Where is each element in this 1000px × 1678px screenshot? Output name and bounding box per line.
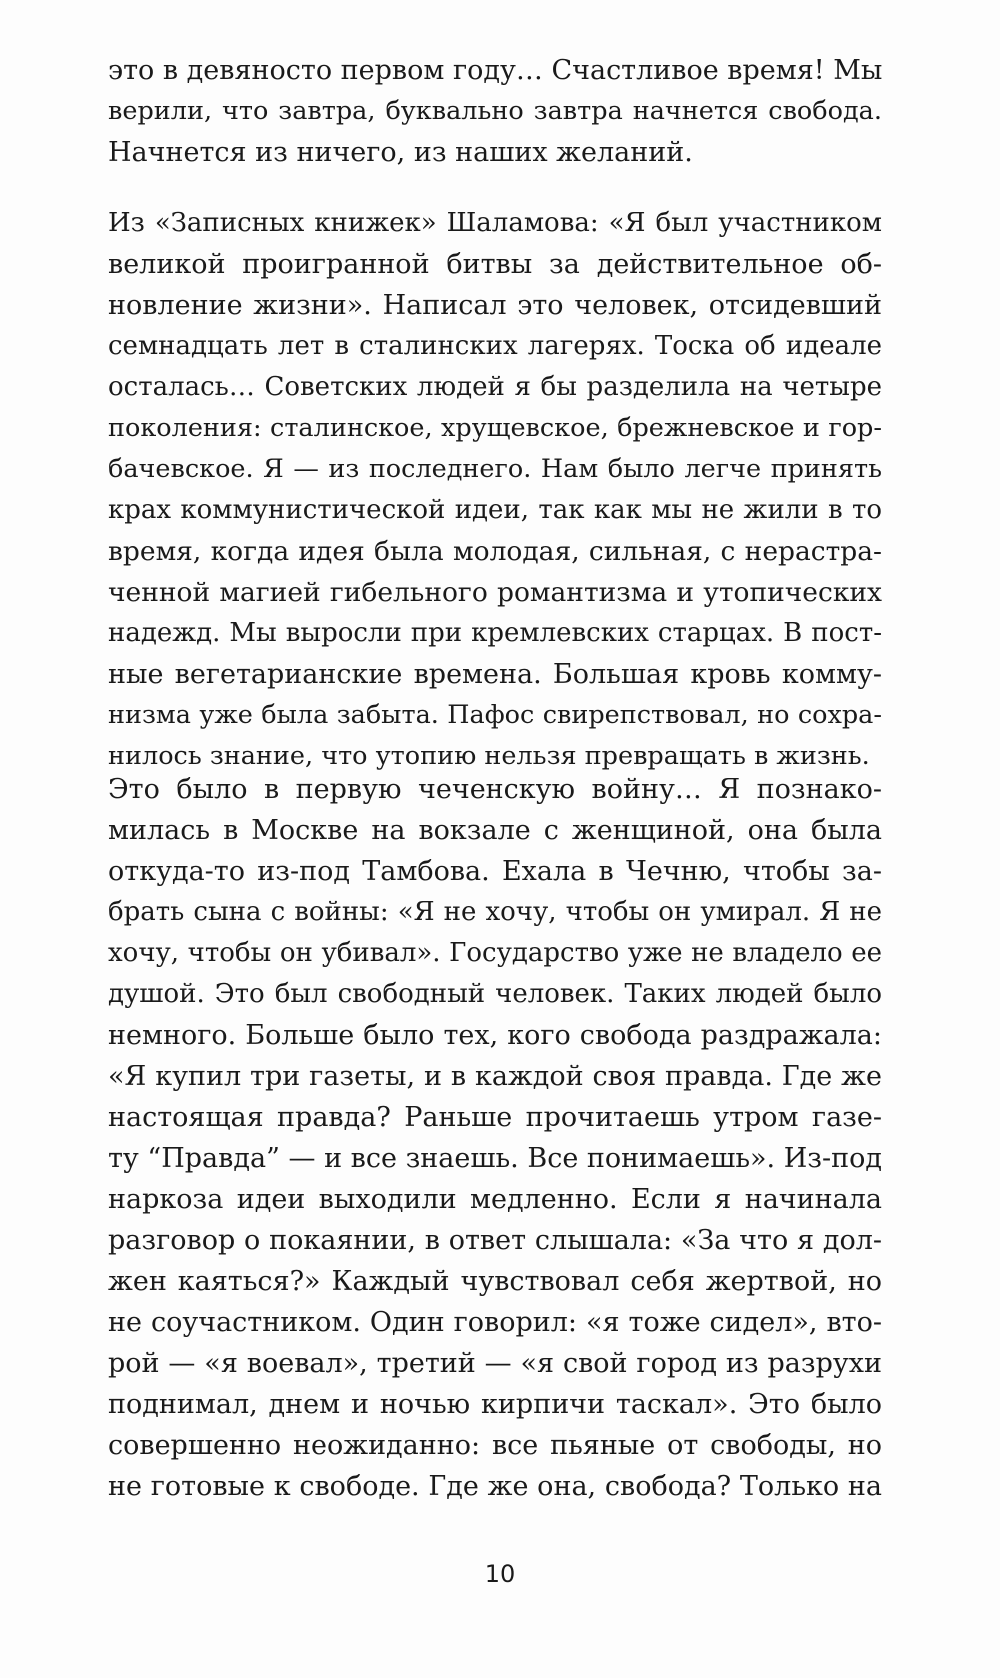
text-line: верили, что завтра, буквально завтра начнется свобода. (108, 96, 882, 126)
text-line: ные вегетарианские времена. Большая кровь комму- (108, 659, 882, 690)
text-line: новление жизни». Написал это человек, отсидевший (108, 290, 882, 321)
text-line: не соучастником. Один говорил: «я тоже сидел», вто- (108, 1307, 882, 1338)
text-line: разговор о покаянии, в ответ слышала: «За что я дол- (108, 1225, 882, 1256)
text-line: Начнется из ничего, из наших желаний. (108, 137, 693, 168)
text-line: наркоза идеи выходили медленно. Если я начинала (108, 1184, 882, 1215)
text-line: рой — «я воевал», третий — «я свой город из разрухи (108, 1348, 882, 1379)
text-line: время, когда идея была молодая, сильная, с нерастра- (108, 536, 882, 567)
text-line: Это было в первую чеченскую войну… Я познако- (108, 774, 882, 805)
text-line: ту “Правда” — и все знаешь. Все понимаешь». Из-под (108, 1143, 882, 1174)
text-line: надежд. Мы выросли при кремлевских старцах. В пост- (108, 618, 882, 648)
text-line: поколения: сталинское, хрущевское, брежневское и гор- (108, 413, 882, 443)
text-line: откуда-то из-под Тамбова. Ехала в Чечню, чтобы за- (108, 856, 882, 887)
text-line: это в девяносто первом году… Счастливое время! Мы (108, 55, 883, 86)
paragraph-2 (108, 203, 882, 777)
text-line: осталась… Советских людей я бы разделила на четыре (108, 372, 882, 402)
text-line: низма уже была забыта. Пафос свирепствовал, но сохра- (108, 700, 882, 730)
text-line: ченной магией гибельного романтизма и утопических (108, 577, 882, 608)
text-line: душой. Это был свободный человек. Таких людей было (108, 979, 882, 1009)
text-line: совершенно неожиданно: все пьяные от свободы, но (108, 1430, 882, 1461)
text-line: великой проигранной битвы за действительное об- (108, 249, 882, 280)
text-line: немного. Больше было тех, кого свобода раздражала: (108, 1020, 882, 1051)
text-line: брать сына с войны: «Я не хочу, чтобы он умирал. Я не (108, 897, 882, 927)
text-line: милась в Москве на вокзале с женщиной, она была (108, 815, 882, 846)
paragraph-1 (108, 50, 882, 173)
text-line: бачевское. Я — из последнего. Нам было легче принять (108, 454, 882, 484)
text-line: хочу, чтобы он убивал». Государство уже не владело ее (108, 938, 882, 968)
paragraph-3 (108, 769, 882, 1507)
text-line: нилось знание, что утопию нельзя превращать в жизнь. (108, 741, 870, 771)
page-number: 10 (484, 1560, 516, 1588)
text-line: крах коммунистической идеи, так как мы не жили в то (108, 495, 882, 525)
text-line: семнадцать лет в сталинских лагерях. Тоска об идеале (108, 331, 882, 361)
text-line: не готовые к свободе. Где же она, свобода? Только на (108, 1471, 882, 1502)
text-line: «Я купил три газеты, и в каждой своя правда. Где же (108, 1061, 882, 1092)
text-line: поднимал, днем и ночью кирпичи таскал». Это было (108, 1389, 882, 1420)
text-line: Из «Записных книжек» Шаламова: «Я был участником (108, 208, 882, 238)
text-line: настоящая правда? Раньше прочитаешь утром газе- (108, 1102, 882, 1133)
text-line: жен каяться?» Каждый чувствовал себя жертвой, но (108, 1266, 882, 1297)
